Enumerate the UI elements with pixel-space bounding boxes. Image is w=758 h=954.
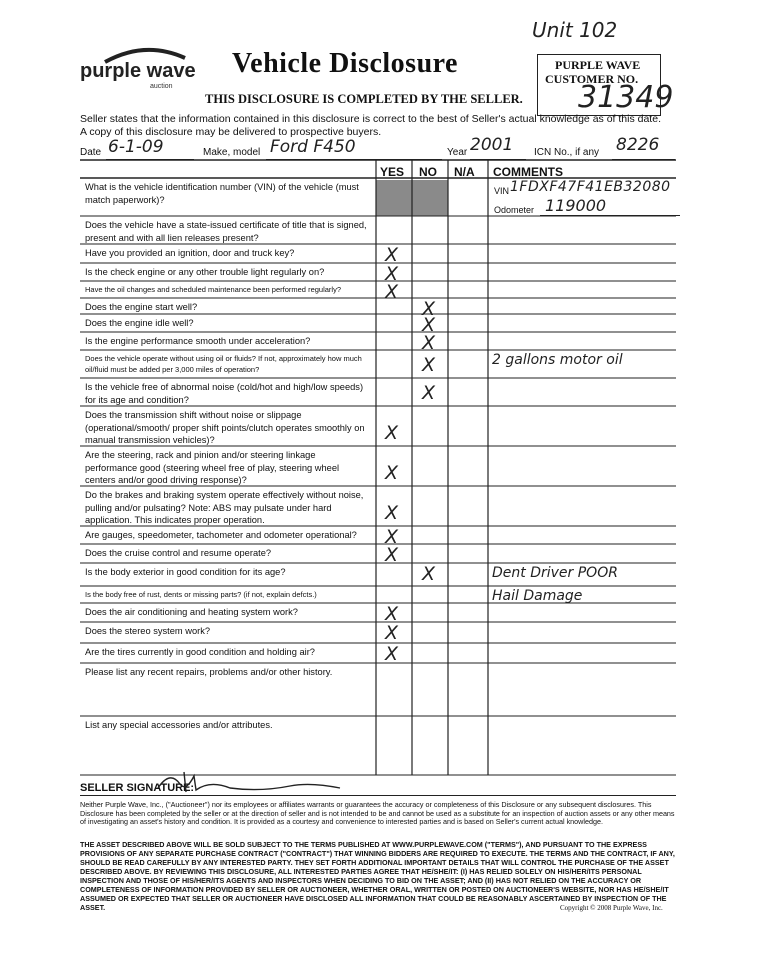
- statement-line2: A copy of this disclosure may be delivered to prospective buyers.: [80, 126, 382, 138]
- no-checkmark[interactable]: X: [422, 354, 436, 376]
- question-text: List any special accessories and/or attributes.: [85, 720, 273, 730]
- odometer-field[interactable]: 119000: [545, 196, 607, 215]
- customer-box-line2: CUSTOMER NO.: [545, 72, 639, 86]
- col-na: N/A: [454, 165, 475, 179]
- copyright: Copyright © 2008 Purple Wave, Inc.: [560, 904, 663, 912]
- icn-field[interactable]: 8226: [616, 135, 660, 155]
- no-checkmark[interactable]: X: [422, 298, 436, 320]
- question-text: Are the steering, rack and pinion and/or steering linkage performance good (steering wheel free of play, steering wheel centers and/or good driving response)?: [85, 450, 340, 485]
- col-comments: COMMENTS: [493, 165, 563, 179]
- question-text: Are the tires currently in good condition and holding air?: [85, 647, 315, 657]
- logo: purple wave: [80, 60, 196, 82]
- no-checkmark[interactable]: X: [422, 382, 436, 404]
- yes-checkmark[interactable]: X: [385, 603, 399, 625]
- yes-checkmark[interactable]: X: [385, 502, 399, 524]
- vin-field[interactable]: 1FDXF47F41EB32080: [510, 179, 671, 195]
- terms-text: THE ASSET DESCRIBED ABOVE WILL BE SOLD SUBJECT TO THE TERMS PUBLISHED AT WWW.PURPLEWAVE.COM ("TERMS"), AND PURSUANT TO THE EXPRESS PROVISIONS OF ANY SEPARATE PURCHASE CONTRACT ("CONTRACT") THAT WINNING BIDDERS ARE REQUIRED TO EXECUTE. THE TERMS AND THE CONTRACT, IF ANY, SHOULD BE READ CAREFULLY BY ANY INTERESTED PARTY. THEY SET FORTH ADDITIONAL IMPORTANT DETAILS THAT WILL CONTROL THE PURCHASE OF THE ASSET DESCRIBED ABOVE. BY REVIEWING THIS DISCLOSURE, ALL INTERESTED PARTIES AGREE THAT HE/SHE/IT: (I) HAS RELIED SOLELY ON HIS/HER/ITS PERSONAL INSPECTION AND THOSE OF HIS/HER/ITS AGENTS AND INSPECTORS WHEN DECIDING TO BID ON THE ASSET; AND (II) HAS NOT RELIED ON THE ACCURACY OR COMPLETENESS OF INFORMATION PROVIDED BY SELLER OR AUCTIONEER, WHETHER ORAL, WRITTEN OR POSTED ON AUCTIONEER'S WEBSITE, NOR HAS HE/SHE/IT ASSUMED OR EXPECTED THAT SELLER OR AUCTIONEER HAVE DISCLOSED ALL INFORMATION THAT COULD BE REASONABLY ASCERTAINED BY INSPECTION OF THE ASSET.: [80, 840, 675, 912]
- question-text: Please list any recent repairs, problems and/or other history.: [85, 667, 333, 677]
- question-text: Does the transmission shift without noise or slippage (operational/smooth/ proper shift points/clutch operates smoothly on manual transmission vehicles)?: [85, 410, 365, 445]
- question-text: Is the body free of rust, dents or missing parts? (if not, explain defcts.): [85, 590, 317, 599]
- question-text: Do the brakes and braking system operate effectively without noise, pulling and/or pulsating? Note: ABS may pulsate under hard application. This indicates proper operation.: [85, 490, 364, 525]
- yes-checkmark[interactable]: X: [385, 281, 399, 303]
- make-label: Make, model: [203, 147, 261, 158]
- make-model-field[interactable]: Ford F450: [270, 137, 356, 157]
- question-text: Does the air conditioning and heating system work?: [85, 607, 298, 617]
- yes-checkmark[interactable]: X: [385, 462, 399, 484]
- question-text: Have the oil changes and scheduled maintenance been performed regularly?: [85, 285, 341, 294]
- question-text: Is the engine performance smooth under acceleration?: [85, 336, 311, 346]
- statement-line1: Seller states that the information contained in this disclosure is correct to the best of Seller's actual knowledge as of this date.: [80, 113, 661, 125]
- question-text: Does the stereo system work?: [85, 626, 211, 636]
- yes-checkmark[interactable]: X: [385, 544, 399, 566]
- no-checkmark[interactable]: X: [422, 314, 436, 336]
- vin-label: VIN: [494, 186, 510, 196]
- customer-number[interactable]: 31349: [578, 80, 674, 115]
- logo-sub: auction: [150, 83, 173, 90]
- comment-text[interactable]: Hail Damage: [492, 588, 583, 604]
- disclaimer-text: Neither Purple Wave, Inc., ("Auctioneer") nor its employees or affiliates warrants or guarantees the accuracy or completeness of this Disclosure or any subsequent disclosures. This Disclosure has been completed by the seller or at the direction of seller and is not intended to be and cannot be used as a substitute for an inspection of auction assets or any other means of investigating an asset's history and condition. It is provided as a courtesy and convenience to interested parties and is based on Seller's current actual knowledge.: [80, 800, 675, 826]
- icn-label: ICN No., if any: [534, 147, 600, 158]
- question-text: Does the engine idle well?: [85, 318, 194, 328]
- question-text: Is the vehicle free of abnormal noise (cold/hot and high/low speeds) for its age and condition?: [85, 382, 364, 405]
- yes-checkmark[interactable]: X: [385, 643, 399, 665]
- question-text: Is the body exterior in good condition for its age?: [85, 567, 286, 577]
- signature-icon[interactable]: [150, 766, 350, 796]
- question-text: Does the vehicle have a state-issued certificate of title that is signed, present and with all lien releases present?: [85, 220, 367, 243]
- date-field[interactable]: 6-1-09: [108, 137, 164, 157]
- page-title: Vehicle Disclosure: [232, 48, 458, 79]
- odometer-label: Odometer: [494, 205, 535, 215]
- yes-checkmark[interactable]: X: [385, 263, 399, 285]
- question-text: Does the cruise control and resume operate?: [85, 548, 272, 558]
- comment-text[interactable]: 2 gallons motor oil: [492, 352, 623, 368]
- yes-checkmark[interactable]: X: [385, 422, 399, 444]
- no-checkmark[interactable]: X: [422, 563, 436, 585]
- date-label: Date: [80, 147, 102, 158]
- signature-label: SELLER SIGNATURE:: [80, 782, 195, 794]
- question-text: Does the engine start well?: [85, 302, 198, 312]
- yes-checkmark[interactable]: X: [385, 622, 399, 644]
- no-checkmark[interactable]: X: [422, 332, 436, 354]
- question-text: Are gauges, speedometer, tachometer and odometer operational?: [85, 530, 357, 540]
- yes-checkmark[interactable]: X: [385, 244, 399, 266]
- question-text: Does the vehicle operate without using oil or fluids? If not, approximately how much oil/fluid must be added per 3,000 miles of operation?: [85, 354, 362, 374]
- customer-box-line1: PURPLE WAVE: [555, 58, 641, 72]
- col-no: NO: [419, 165, 437, 179]
- col-yes: YES: [380, 165, 405, 179]
- page-subtitle: THIS DISCLOSURE IS COMPLETED BY THE SELLER.: [205, 92, 523, 106]
- question-text: Is the check engine or any other trouble light regularly on?: [85, 267, 325, 277]
- question-text: Have you provided an ignition, door and truck key?: [85, 248, 295, 258]
- year-field[interactable]: 2001: [470, 135, 514, 155]
- comment-text[interactable]: Dent Driver POOR: [492, 565, 618, 581]
- unit-note: Unit 102: [532, 18, 618, 42]
- yes-checkmark[interactable]: X: [385, 526, 399, 548]
- question-text: What is the vehicle identification number (VIN) of the vehicle (must match paperwork)?: [85, 182, 359, 205]
- year-label: Year: [447, 147, 468, 158]
